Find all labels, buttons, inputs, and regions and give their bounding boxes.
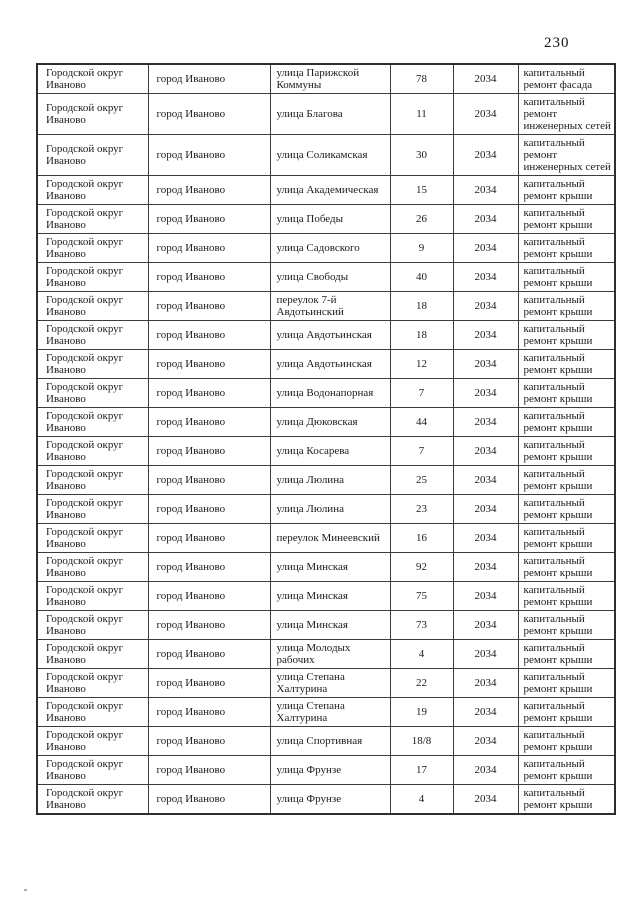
cell-year: 2034 — [453, 785, 518, 815]
cell-city: город Иваново — [148, 408, 270, 437]
cell-city: город Иваново — [148, 292, 270, 321]
cell-work-type: капитальный ремонт крыши — [518, 408, 615, 437]
cell-house-number: 9 — [390, 234, 453, 263]
table-row — [37, 205, 615, 234]
cell-street: переулок 7-й Авдотьинский — [270, 292, 390, 321]
cell-municipality: Городской округ Иваново — [37, 727, 148, 756]
cell-municipality: Городской округ Иваново — [37, 553, 148, 582]
cell-house-number: 12 — [390, 350, 453, 379]
cell-municipality: Городской округ Иваново — [37, 669, 148, 698]
cell-street: улица Косарева — [270, 437, 390, 466]
cell-municipality: Городской округ Иваново — [37, 234, 148, 263]
cell-municipality: Городской округ Иваново — [37, 756, 148, 785]
cell-work-type: капитальный ремонт крыши — [518, 379, 615, 408]
cell-street: улица Минская — [270, 582, 390, 611]
cell-house-number: 25 — [390, 466, 453, 495]
cell-work-type: капитальный ремонт крыши — [518, 698, 615, 727]
cell-city: город Иваново — [148, 698, 270, 727]
table-row — [37, 727, 615, 756]
cell-municipality: Городской округ Иваново — [37, 408, 148, 437]
cell-city: город Иваново — [148, 553, 270, 582]
cell-house-number: 18 — [390, 292, 453, 321]
cell-house-number: 40 — [390, 263, 453, 292]
repair-table-body — [37, 64, 615, 814]
cell-year: 2034 — [453, 727, 518, 756]
cell-municipality: Городской округ Иваново — [37, 495, 148, 524]
cell-house-number: 7 — [390, 379, 453, 408]
cell-city: город Иваново — [148, 756, 270, 785]
cell-municipality: Городской округ Иваново — [37, 94, 148, 135]
scan-speck-artifact — [24, 889, 27, 891]
cell-house-number: 73 — [390, 611, 453, 640]
table-row — [37, 611, 615, 640]
table-row — [37, 94, 615, 135]
cell-house-number: 17 — [390, 756, 453, 785]
table-row — [37, 350, 615, 379]
cell-house-number: 16 — [390, 524, 453, 553]
table-row — [37, 292, 615, 321]
cell-street: улица Минская — [270, 553, 390, 582]
cell-work-type: капитальный ремонт крыши — [518, 234, 615, 263]
cell-street: улица Молодых рабочих — [270, 640, 390, 669]
cell-city: город Иваново — [148, 350, 270, 379]
cell-street: улица Соликамская — [270, 135, 390, 176]
cell-house-number: 75 — [390, 582, 453, 611]
cell-work-type: капитальный ремонт крыши — [518, 437, 615, 466]
cell-city: город Иваново — [148, 94, 270, 135]
cell-work-type: капитальный ремонт крыши — [518, 669, 615, 698]
cell-year: 2034 — [453, 292, 518, 321]
cell-street: улица Победы — [270, 205, 390, 234]
cell-year: 2034 — [453, 495, 518, 524]
table-row — [37, 408, 615, 437]
cell-house-number: 15 — [390, 176, 453, 205]
table-row — [37, 321, 615, 350]
cell-city: город Иваново — [148, 582, 270, 611]
cell-city: город Иваново — [148, 669, 270, 698]
cell-city: город Иваново — [148, 263, 270, 292]
cell-street: улица Люлина — [270, 495, 390, 524]
cell-city: город Иваново — [148, 234, 270, 263]
cell-municipality: Городской округ Иваново — [37, 321, 148, 350]
cell-work-type: капитальный ремонт крыши — [518, 292, 615, 321]
cell-street: улица Парижской Коммуны — [270, 64, 390, 94]
cell-year: 2034 — [453, 176, 518, 205]
cell-year: 2034 — [453, 350, 518, 379]
cell-house-number: 78 — [390, 64, 453, 94]
table-row — [37, 640, 615, 669]
table-row — [37, 553, 615, 582]
table-row — [37, 176, 615, 205]
cell-year: 2034 — [453, 64, 518, 94]
table-row — [37, 582, 615, 611]
cell-year: 2034 — [453, 379, 518, 408]
cell-municipality: Городской округ Иваново — [37, 176, 148, 205]
table-row — [37, 466, 615, 495]
cell-work-type: капитальный ремонт крыши — [518, 466, 615, 495]
cell-city: город Иваново — [148, 785, 270, 815]
cell-year: 2034 — [453, 698, 518, 727]
cell-municipality: Городской округ Иваново — [37, 698, 148, 727]
cell-year: 2034 — [453, 263, 518, 292]
cell-house-number: 44 — [390, 408, 453, 437]
cell-city: город Иваново — [148, 135, 270, 176]
cell-year: 2034 — [453, 756, 518, 785]
table-row — [37, 698, 615, 727]
cell-house-number: 30 — [390, 135, 453, 176]
cell-street: улица Минская — [270, 611, 390, 640]
cell-house-number: 4 — [390, 785, 453, 815]
cell-city: город Иваново — [148, 64, 270, 94]
cell-city: город Иваново — [148, 727, 270, 756]
cell-street: улица Свободы — [270, 263, 390, 292]
cell-municipality: Городской округ Иваново — [37, 292, 148, 321]
table-row — [37, 64, 615, 94]
table-row — [37, 263, 615, 292]
cell-city: город Иваново — [148, 205, 270, 234]
cell-municipality: Городской округ Иваново — [37, 350, 148, 379]
cell-city: город Иваново — [148, 524, 270, 553]
cell-year: 2034 — [453, 234, 518, 263]
cell-year: 2034 — [453, 669, 518, 698]
cell-house-number: 26 — [390, 205, 453, 234]
cell-work-type: капитальный ремонт крыши — [518, 495, 615, 524]
cell-city: город Иваново — [148, 495, 270, 524]
capital-repair-table — [36, 63, 616, 815]
cell-work-type: капитальный ремонт крыши — [518, 611, 615, 640]
cell-work-type: капитальный ремонт крыши — [518, 350, 615, 379]
cell-house-number: 18 — [390, 321, 453, 350]
cell-house-number: 7 — [390, 437, 453, 466]
table-row — [37, 437, 615, 466]
page-number: 230 — [544, 35, 570, 51]
cell-work-type: капитальный ремонт крыши — [518, 756, 615, 785]
cell-work-type: капитальный ремонт крыши — [518, 263, 615, 292]
table-row — [37, 135, 615, 176]
cell-municipality: Городской округ Иваново — [37, 466, 148, 495]
cell-work-type: капитальный ремонт крыши — [518, 321, 615, 350]
cell-street: улица Благова — [270, 94, 390, 135]
cell-municipality: Городской округ Иваново — [37, 64, 148, 94]
cell-street: улица Дюковская — [270, 408, 390, 437]
cell-street: улица Степана Халтурина — [270, 669, 390, 698]
table-row — [37, 785, 615, 815]
cell-city: город Иваново — [148, 176, 270, 205]
cell-street: улица Водонапорная — [270, 379, 390, 408]
cell-house-number: 18/8 — [390, 727, 453, 756]
cell-year: 2034 — [453, 437, 518, 466]
cell-house-number: 22 — [390, 669, 453, 698]
cell-municipality: Городской округ Иваново — [37, 582, 148, 611]
table-row — [37, 756, 615, 785]
cell-work-type: капитальный ремонт инженерных сетей — [518, 94, 615, 135]
cell-municipality: Городской округ Иваново — [37, 263, 148, 292]
cell-municipality: Городской округ Иваново — [37, 437, 148, 466]
cell-year: 2034 — [453, 640, 518, 669]
cell-city: город Иваново — [148, 611, 270, 640]
cell-house-number: 11 — [390, 94, 453, 135]
cell-year: 2034 — [453, 466, 518, 495]
cell-year: 2034 — [453, 94, 518, 135]
cell-work-type: капитальный ремонт крыши — [518, 205, 615, 234]
cell-street: улица Садовского — [270, 234, 390, 263]
cell-year: 2034 — [453, 321, 518, 350]
table-row — [37, 379, 615, 408]
cell-street: улица Академическая — [270, 176, 390, 205]
cell-house-number: 4 — [390, 640, 453, 669]
cell-city: город Иваново — [148, 437, 270, 466]
cell-street: улица Спортивная — [270, 727, 390, 756]
table-row — [37, 234, 615, 263]
cell-street: улица Авдотьинская — [270, 350, 390, 379]
table-row — [37, 669, 615, 698]
cell-year: 2034 — [453, 611, 518, 640]
cell-year: 2034 — [453, 408, 518, 437]
cell-street: улица Люлина — [270, 466, 390, 495]
cell-municipality: Городской округ Иваново — [37, 640, 148, 669]
cell-year: 2034 — [453, 205, 518, 234]
table-row — [37, 495, 615, 524]
cell-municipality: Городской округ Иваново — [37, 524, 148, 553]
cell-street: улица Фрунзе — [270, 785, 390, 815]
cell-municipality: Городской округ Иваново — [37, 785, 148, 815]
cell-work-type: капитальный ремонт крыши — [518, 582, 615, 611]
cell-street: улица Степана Халтурина — [270, 698, 390, 727]
cell-municipality: Городской округ Иваново — [37, 611, 148, 640]
cell-year: 2034 — [453, 582, 518, 611]
cell-year: 2034 — [453, 553, 518, 582]
table-row — [37, 524, 615, 553]
cell-house-number: 92 — [390, 553, 453, 582]
cell-municipality: Городской округ Иваново — [37, 205, 148, 234]
cell-work-type: капитальный ремонт крыши — [518, 553, 615, 582]
cell-house-number: 19 — [390, 698, 453, 727]
cell-year: 2034 — [453, 135, 518, 176]
cell-work-type: капитальный ремонт крыши — [518, 640, 615, 669]
cell-municipality: Городской округ Иваново — [37, 379, 148, 408]
cell-city: город Иваново — [148, 321, 270, 350]
cell-street: улица Фрунзе — [270, 756, 390, 785]
cell-work-type: капитальный ремонт крыши — [518, 785, 615, 815]
cell-municipality: Городской округ Иваново — [37, 135, 148, 176]
cell-city: город Иваново — [148, 640, 270, 669]
cell-street: переулок Минеевский — [270, 524, 390, 553]
cell-year: 2034 — [453, 524, 518, 553]
cell-work-type: капитальный ремонт фасада — [518, 64, 615, 94]
cell-work-type: капитальный ремонт инженерных сетей — [518, 135, 615, 176]
cell-city: город Иваново — [148, 466, 270, 495]
cell-house-number: 23 — [390, 495, 453, 524]
cell-work-type: капитальный ремонт крыши — [518, 727, 615, 756]
cell-work-type: капитальный ремонт крыши — [518, 524, 615, 553]
cell-street: улица Авдотьинская — [270, 321, 390, 350]
cell-city: город Иваново — [148, 379, 270, 408]
cell-work-type: капитальный ремонт крыши — [518, 176, 615, 205]
